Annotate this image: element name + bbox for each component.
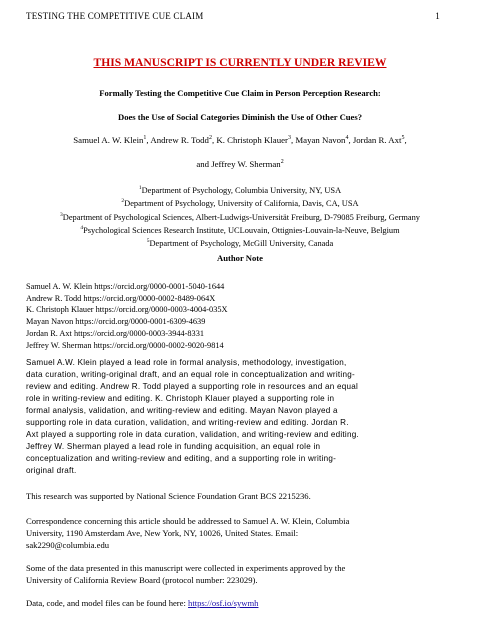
approval-line: Some of the data presented in this manuscript were collected in experiments approved by the: [26, 563, 346, 573]
orcid-list: [26, 281, 452, 351]
osf-link[interactable]: https://osf.io/sywmh: [188, 598, 259, 608]
affiliation-2: $^2$Department of Psychology, University of California, Davis, CA, USA: [121, 198, 359, 209]
data-availability: [26, 597, 452, 609]
orcid-entry: Samuel A. W. Klein https://orcid.org/0000-0001-5040-1644: [26, 282, 225, 291]
contribution-line: conceptualization and writing-review and editing, and a supporting role in writing-: [26, 454, 337, 463]
affiliation-5: $^5$Department of Psychology, McGill University, Canada: [146, 238, 334, 248]
affiliation-4: $^4$Psychological Sciences Research Institute, UCLouvain, Ottignies-Louvain-la-Neuve, Belgium: [80, 224, 400, 235]
contribution-line: formal analysis, validation, and writing-review and editing. Mayan Navon played a: [26, 406, 338, 415]
contribution-line: role in writing-review and editing. K. Christoph Klauer played a supporting role in: [26, 394, 335, 403]
author-last: and Jeffrey W. Sherman$^2$: [196, 159, 284, 169]
contribution-line: supporting role in data curation, validation, and writing-review and editing. Jordan R.: [26, 418, 349, 427]
affiliation-3: $^3$Department of Psychological Sciences, Albert-Ludwigs-Universität Freiburg, D-79085 Freiburg, Germany: [60, 211, 420, 222]
page-number: 1: [435, 11, 440, 21]
author-2: Andrew R. Todd$^2$,: [150, 135, 217, 145]
contribution-line: review and editing. Andrew R. Todd played a supporting role in resources and an equal: [26, 382, 359, 391]
correspondence-paragraph: [26, 515, 452, 551]
orcid-entry: K. Christoph Klauer https://orcid.org/0000-0003-4004-035X: [26, 305, 228, 315]
contribution-line: Axt played a supporting role in data curation, validation, and writing-review and editing.: [26, 430, 359, 439]
author-3: K. Christoph Klauer$^3$,: [216, 135, 296, 145]
running-head: [26, 11, 440, 21]
correspondence-line: sak2290@columbia.edu: [26, 540, 110, 550]
affiliation-1: $^1$Department of Psychology, Columbia University, NY, USA: [138, 185, 342, 195]
contribution-line: original draft.: [26, 466, 77, 475]
data-availability-text: Data, code, and model files can be found here:: [26, 598, 189, 608]
funding-statement: This research was supported by National Science Foundation Grant BCS 2215236.: [26, 491, 311, 501]
orcid-entry: Mayan Navon https://orcid.org/0000-0001-6309-4639: [26, 317, 206, 327]
running-head-title: TESTING THE COMPETITIVE CUE CLAIM: [26, 11, 204, 21]
contributions-paragraph: [26, 357, 452, 477]
affiliations: [0, 183, 480, 249]
contribution-line: Samuel A.W. Klein played a lead role in formal analysis, methodology, investigation,: [26, 358, 347, 367]
orcid-entry: Andrew R. Todd https://orcid.org/0000-0002-8489-064X: [26, 293, 216, 303]
author-note-heading: Author Note: [217, 253, 263, 263]
orcid-entry: Jordan R. Axt https://orcid.org/0000-0003-3944-8331: [26, 328, 204, 338]
author-1: Samuel A. W. Klein$^1$,: [73, 135, 151, 145]
orcid-entry: Jeffrey W. Sherman https://orcid.org/0000-0002-9020-9814: [26, 340, 224, 350]
contribution-line: Jeffrey W. Sherman played a lead role in funding acquisition, an equal role in: [26, 442, 321, 451]
correspondence-line: Correspondence concerning this article should be addressed to Samuel A. W. Klein, Columbia: [26, 516, 350, 526]
contribution-line: data curation, writing-original draft, and an equal role in conceptualization and writing-: [26, 370, 355, 379]
author-5: Jordan R. Axt$^5$,: [352, 135, 407, 145]
review-notice: THIS MANUSCRIPT IS CURRENTLY UNDER REVIEW: [93, 56, 387, 69]
title-line-2: Does the Use of Social Categories Diminish the Use of Other Cues?: [117, 112, 363, 122]
correspondence-line: University, 1190 Amsterdam Ave, New York, NY, 10026, United States. Email:: [26, 528, 299, 538]
approval-paragraph: [26, 562, 452, 586]
approval-line: University of California Review Board (protocol number: 223029).: [26, 575, 258, 585]
author-list: [0, 135, 480, 145]
author-4: Mayan Navon$^4$,: [295, 135, 353, 145]
title-line-1: Formally Testing the Competitive Cue Claim in Person Perception Research:: [99, 88, 381, 98]
